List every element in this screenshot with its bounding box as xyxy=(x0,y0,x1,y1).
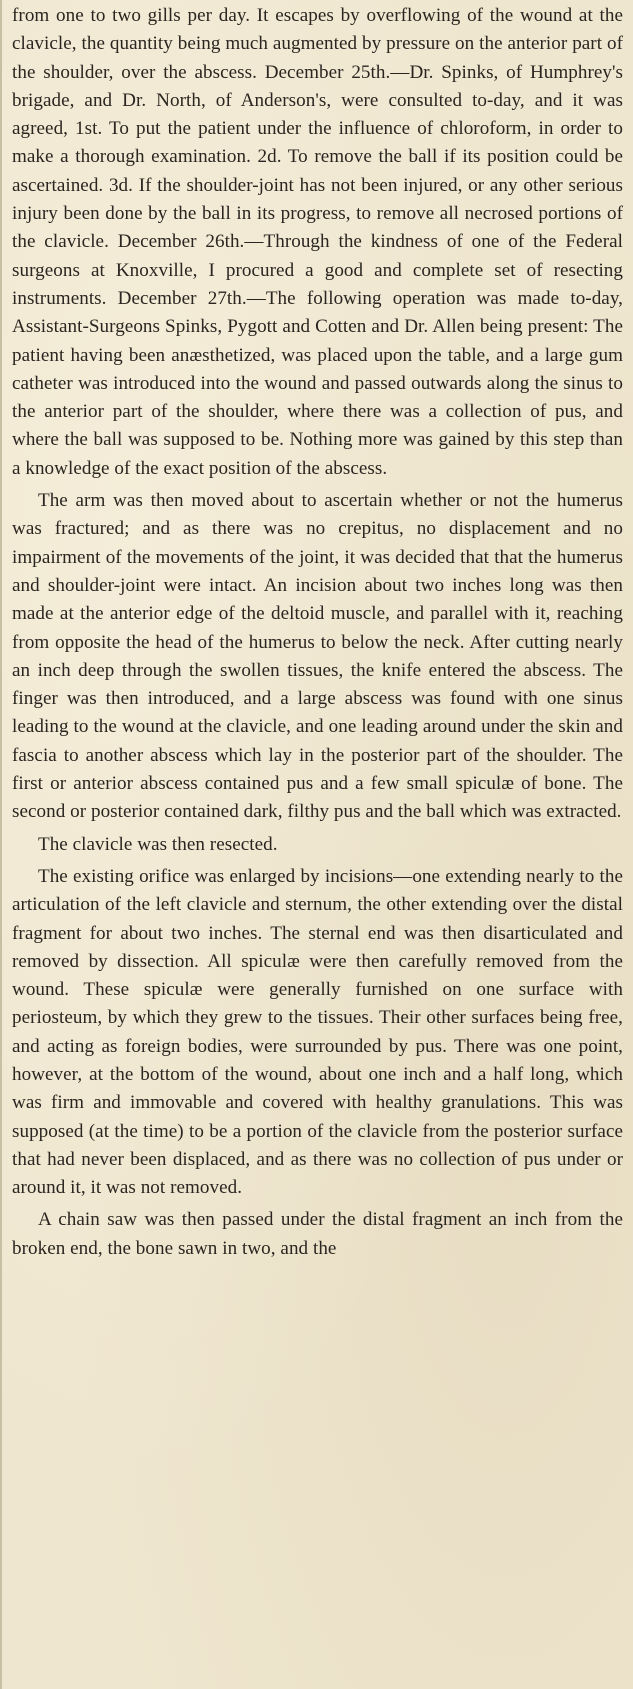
paragraph-resection: The clavicle was then resected. xyxy=(38,833,278,855)
paragraph-chain-saw: A chain saw was then passed under the distal fragment an inch from the broken end, the bone sawn in two, and the xyxy=(12,1209,623,1259)
paragraph-case-history: from one to two gills per day. It escapes by overflowing of the wound at the clavicle, the quantity being much augmented by pressure on the anterior part of the shoulder, over the abscess. December 25th.—Dr. Spinks, of Humphrey's brigade, and Dr. North, of Anderson's, were consulted to-day, and it was agreed, 1st. To put the patient under the influence of chloroform, in order to make a thorough examination. 2d. To remove the ball if its position could be ascertained. 3d. If the shoulder-joint has not been injured, or any other serious injury been done by the ball in its progress, to remove all necrosed portions of the clavicle. December 26th.—Through the kindness of one of the Federal surgeons at Knoxville, I procured a good and complete set of resecting instruments. December 27th.—The following operation was made to-day, Assistant-Surgeons Spinks, Pygott and Cotten and Dr. Allen being present: The patient having been anæsthetized, was placed upon the table, and a large gum catheter was introduced into the wound and passed outwards along the sinus to the anterior part of the shoulder, where there was a collection of pus, and where the ball was supposed to be. Nothing more was gained by this step than a knowledge of the exact position of the abscess. xyxy=(12,5,623,479)
paragraph-incisions: The existing orifice was enlarged by incisions—one extending nearly to the articulation of the left clavicle and sternum, the other extending over the distal fragment for about two inches. The sternal end was then disarticulated and removed by dissection. All spiculæ were then carefully removed from the wound. These spiculæ were generally furnished on one surface with periosteum, by which they grew to the tissues. Their other surfaces being free, and acting as foreign bodies, were surrounded by pus. There was one point, however, at the bottom of the wound, about one inch and a half long, which was firm and immovable and covered with healthy granulations. This was supposed (at the time) to be a portion of the clavicle from the posterior surface that had never been displaced, and as there was no collection of pus under or around it, it was not removed. xyxy=(12,865,623,1199)
paragraph-examination: The arm was then moved about to ascertain whether or not the humerus was fractured; and as there was no crepitus, no displacement and no impairment of the movements of the joint, it was decided that that the humerus and shoulder-joint were intact. An incision about two inches long was then made at the anterior edge of the deltoid muscle, and parallel with it, reaching from opposite the head of the humerus to below the neck. After cutting nearly an inch deep through the swollen tissues, the knife entered the abscess. The finger was then introduced, and a large abscess was found with one sinus leading to the wound at the clavicle, and one leading around under the skin and fascia to another abscess which lay in the posterior part of the shoulder. The first or anterior abscess contained pus and a few small spiculæ of bone. The second or posterior contained dark, filthy pus and the ball which was extracted. xyxy=(12,490,623,823)
